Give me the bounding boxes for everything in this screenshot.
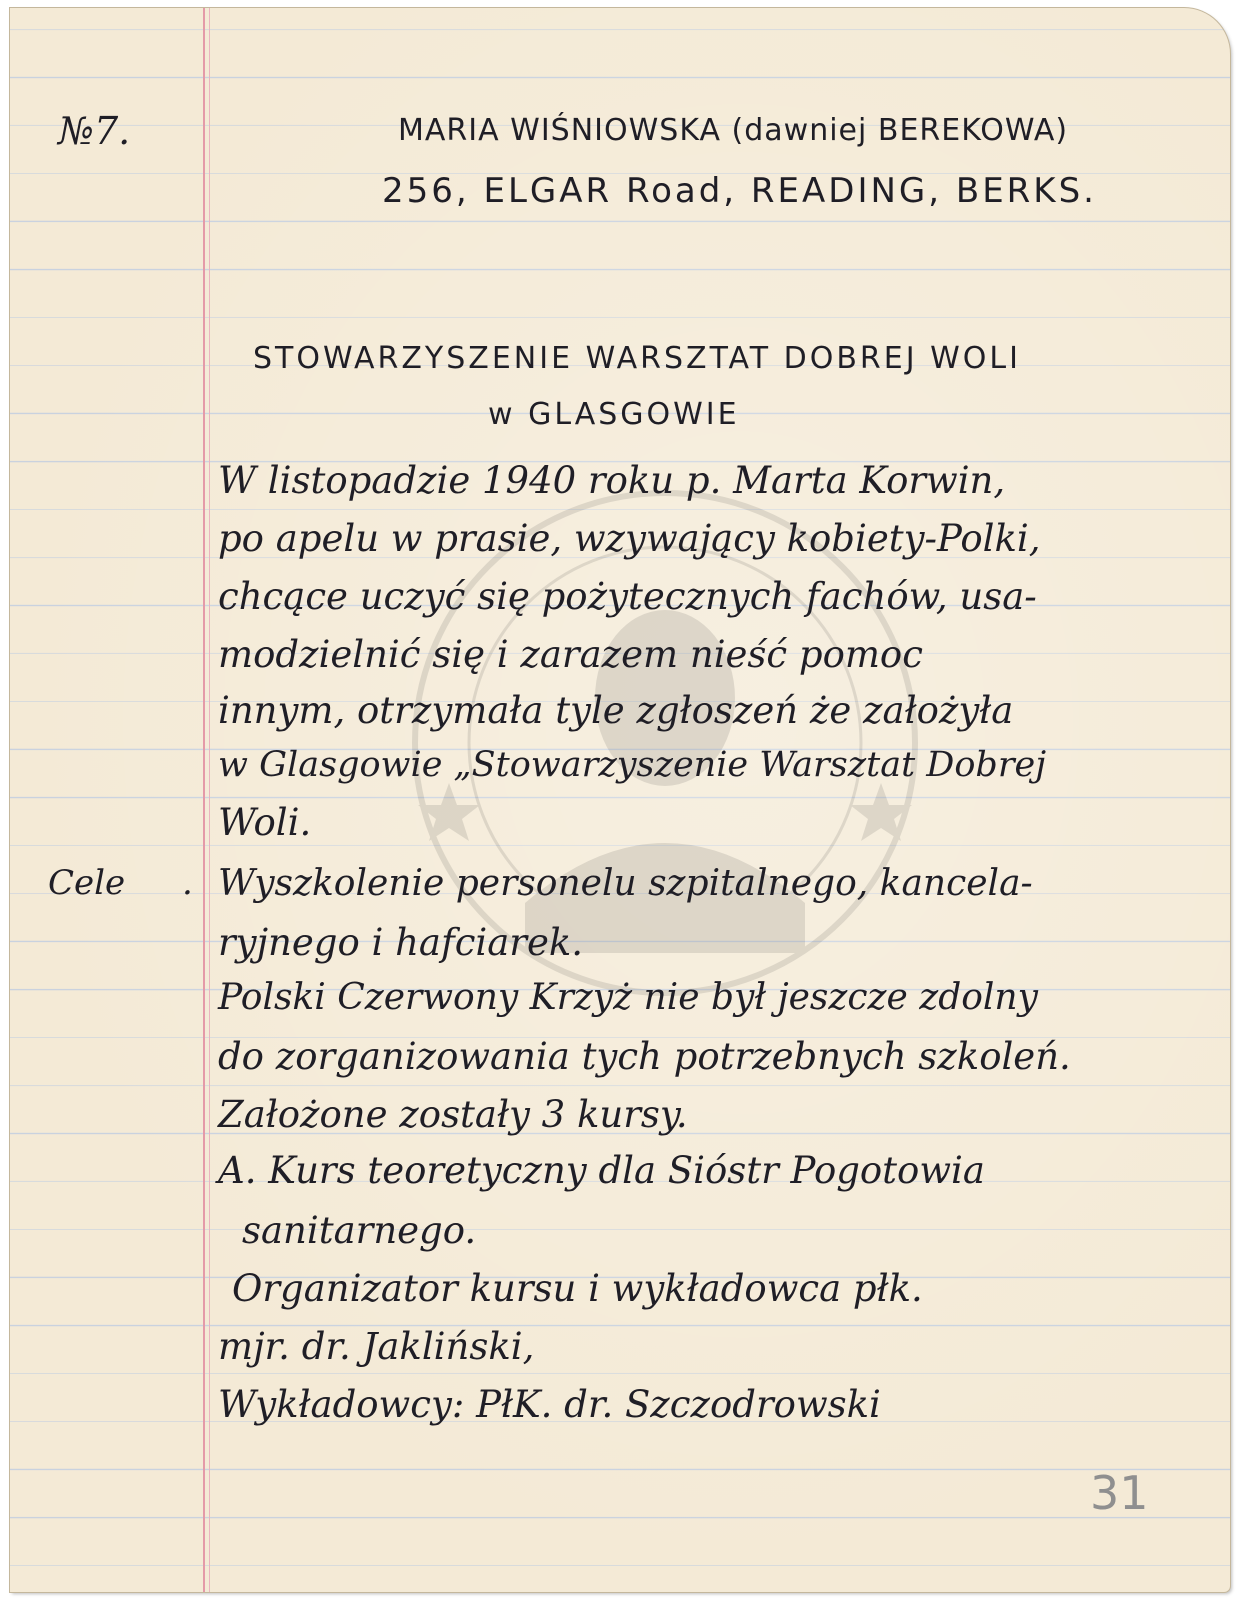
body-line: Woli. xyxy=(218,801,312,844)
author-address: 256, ELGAR Road, READING, BERKS. xyxy=(382,171,1097,211)
body-line: Założone zostały 3 kursy. xyxy=(218,1093,688,1136)
margin-note-dot: . xyxy=(182,863,193,903)
document-subtitle: w GLASGOWIE xyxy=(488,397,740,432)
body-line: Polski Czerwony Krzyż nie był jeszcze zdolny xyxy=(218,977,1038,1018)
margin-rule-inner xyxy=(209,8,210,1592)
body-line: Organizator kursu i wykładowca płk. xyxy=(232,1267,923,1310)
body-line: Wyszkolenie personelu szpitalnego, kancela- xyxy=(218,863,1033,904)
body-line: do zorganizowania tych potrzebnych szkoleń. xyxy=(218,1035,1071,1078)
margin-note-cele: Cele xyxy=(48,863,126,903)
body-line: modzielnić się i zarazem nieść pomoc xyxy=(218,633,923,676)
body-line: chcące uczyć się pożytecznych fachów, usa- xyxy=(218,575,1037,618)
body-line: A. Kurs teoretyczny dla Sióstr Pogotowia xyxy=(218,1149,985,1192)
author-name: MARIA WIŚNIOWSKA (dawniej BEREKOWA) xyxy=(398,113,1069,148)
body-line: ryjnego i hafciarek. xyxy=(218,921,584,964)
body-line: w Glasgowie „Stowarzyszenie Warsztat Dobrej xyxy=(218,745,1047,785)
body-line: Wykładowcy: PłK. dr. Szczodrowski xyxy=(218,1383,881,1426)
body-line: W listopadzie 1940 roku p. Marta Korwin, xyxy=(218,459,1006,502)
margin-rule xyxy=(203,8,205,1592)
entry-number: №7. xyxy=(58,109,131,153)
body-line: sanitarnego. xyxy=(242,1209,477,1252)
document-title: STOWARZYSZENIE WARSZTAT DOBREJ WOLI xyxy=(253,341,1021,376)
notebook-page xyxy=(10,8,1230,1592)
body-line: innym, otrzymała tyle zgłoszeń że założyła xyxy=(218,689,1014,732)
body-line: po apelu w prasie, wzywający kobiety-Polki, xyxy=(218,517,1041,560)
body-line: mjr. dr. Jakliński, xyxy=(218,1325,535,1368)
page-number: 31 xyxy=(1090,1466,1149,1520)
